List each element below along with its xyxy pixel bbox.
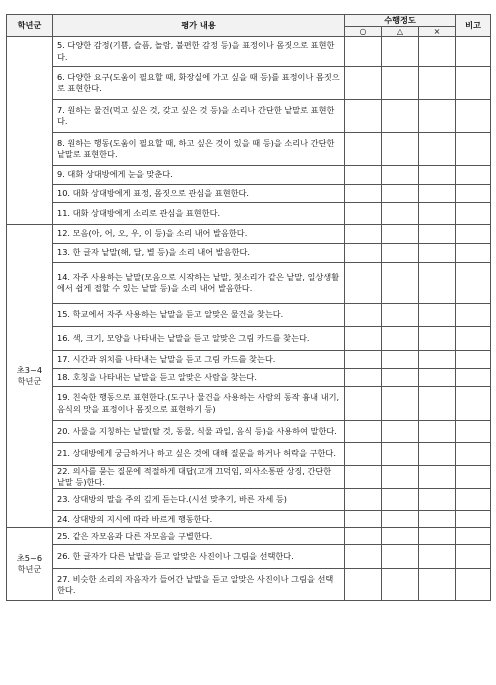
triangle-check-cell[interactable] bbox=[382, 37, 419, 67]
content-column-header: 평가 내용 bbox=[53, 15, 345, 37]
triangle-check-cell[interactable] bbox=[382, 203, 419, 225]
evaluation-item: 10. 대화 상대방에게 표정, 몸짓으로 관심을 표현한다. bbox=[53, 185, 345, 203]
remarks-cell[interactable] bbox=[456, 185, 491, 203]
evaluation-item: 14. 자주 사용하는 낱말(모음으로 시작하는 낱말, 첫소리가 같은 낱말, 일상생활에서 쉽게 접할 수 있는 낱말 등)을 소리 내어 발음한다. bbox=[53, 263, 345, 304]
table-row bbox=[7, 166, 491, 185]
table-row bbox=[7, 327, 491, 351]
evaluation-item: 19. 친숙한 행동으로 표현한다.(도구나 물건을 사용하는 사람의 동작 흉내 내기, 음식의 맛을 표정이나 몸짓으로 표현하기 등) bbox=[53, 387, 345, 421]
table-row bbox=[7, 263, 491, 304]
triangle-check-cell[interactable] bbox=[382, 351, 419, 369]
evaluation-item: 16. 색, 크기, 모양을 나타내는 낱말을 듣고 알맞은 그림 카드를 찾는다. bbox=[53, 327, 345, 351]
cross-check-cell[interactable] bbox=[419, 489, 456, 511]
circle-check-cell[interactable] bbox=[345, 369, 382, 387]
triangle-check-cell[interactable] bbox=[382, 225, 419, 244]
cross-check-cell[interactable] bbox=[419, 185, 456, 203]
table-row bbox=[7, 466, 491, 489]
cross-mark-header bbox=[419, 27, 456, 37]
evaluation-item: 13. 한 글자 낱말(해, 달, 별 등)을 소리 내어 발음한다. bbox=[53, 244, 345, 263]
table-row bbox=[7, 244, 491, 263]
evaluation-item: 11. 대화 상대방에게 소리로 관심을 표현한다. bbox=[53, 203, 345, 225]
cross-check-cell[interactable] bbox=[419, 387, 456, 421]
evaluation-item: 23. 상대방의 말을 주의 깊게 듣는다.(시선 맞추기, 바른 자세 등) bbox=[53, 489, 345, 511]
table-row bbox=[7, 511, 491, 528]
cross-check-cell[interactable] bbox=[419, 351, 456, 369]
evaluation-item: 22. 의사를 묻는 질문에 적절하게 대답(고개 끄덕임, 의사소통판 상징, 간단한 낱말 등)한다. bbox=[53, 466, 345, 489]
remarks-cell[interactable] bbox=[456, 166, 491, 185]
triangle-check-cell[interactable] bbox=[382, 185, 419, 203]
evaluation-item: 25. 같은 자모음과 다른 자모음을 구별한다. bbox=[53, 528, 345, 545]
cross-check-cell[interactable] bbox=[419, 421, 456, 443]
triangle-check-cell[interactable] bbox=[382, 166, 419, 185]
cross-icon: × bbox=[433, 27, 441, 36]
evaluation-item: 26. 한 글자가 다른 낱말을 듣고 알맞은 사진이나 그림을 선택한다. bbox=[53, 545, 345, 569]
table-row bbox=[7, 133, 491, 166]
circle-check-cell[interactable] bbox=[345, 100, 382, 133]
triangle-check-cell[interactable] bbox=[382, 569, 419, 601]
circle-check-cell[interactable] bbox=[345, 569, 382, 601]
remarks-cell[interactable] bbox=[456, 511, 491, 528]
cross-check-cell[interactable] bbox=[419, 263, 456, 304]
table-row bbox=[7, 67, 491, 100]
cross-check-cell[interactable] bbox=[419, 569, 456, 601]
remarks-cell[interactable] bbox=[456, 244, 491, 263]
circle-check-cell[interactable] bbox=[345, 244, 382, 263]
remarks-cell[interactable] bbox=[456, 528, 491, 545]
table-row bbox=[7, 369, 491, 387]
remarks-cell[interactable] bbox=[456, 466, 491, 489]
cross-check-cell[interactable] bbox=[419, 511, 456, 528]
evaluation-item: 12. 모음(아, 어, 오, 우, 이 등)을 소리 내어 발음한다. bbox=[53, 225, 345, 244]
evaluation-item: 5. 다양한 감정(기쁨, 슬픔, 놀람, 불편한 감정 등)을 표정이나 몸짓으로 표현한다. bbox=[53, 37, 345, 67]
remarks-cell[interactable] bbox=[456, 387, 491, 421]
grade-column-header: 학년군 bbox=[7, 15, 53, 37]
triangle-check-cell[interactable] bbox=[382, 67, 419, 100]
triangle-check-cell[interactable] bbox=[382, 545, 419, 569]
cross-check-cell[interactable] bbox=[419, 100, 456, 133]
cross-check-cell[interactable] bbox=[419, 67, 456, 100]
cross-check-cell[interactable] bbox=[419, 225, 456, 244]
table-row bbox=[7, 528, 491, 545]
triangle-check-cell[interactable] bbox=[382, 489, 419, 511]
evaluation-item: 24. 상대방의 지시에 따라 바르게 행동한다. bbox=[53, 511, 345, 528]
remarks-cell[interactable] bbox=[456, 569, 491, 601]
table-row bbox=[7, 225, 491, 244]
triangle-icon: △ bbox=[396, 27, 404, 36]
triangle-check-cell[interactable] bbox=[382, 100, 419, 133]
cross-check-cell[interactable] bbox=[419, 369, 456, 387]
remarks-cell[interactable] bbox=[456, 489, 491, 511]
table-row bbox=[7, 203, 491, 225]
triangle-check-cell[interactable] bbox=[382, 369, 419, 387]
evaluation-item: 21. 상대방에게 궁금하거나 하고 싶은 것에 대해 질문을 하거나 허락을 구한다. bbox=[53, 443, 345, 466]
circle-check-cell[interactable] bbox=[345, 421, 382, 443]
table-row bbox=[7, 443, 491, 466]
cross-check-cell[interactable] bbox=[419, 133, 456, 166]
remarks-cell[interactable] bbox=[456, 203, 491, 225]
cross-check-cell[interactable] bbox=[419, 203, 456, 225]
cross-check-cell[interactable] bbox=[419, 166, 456, 185]
table-row bbox=[7, 421, 491, 443]
remarks-cell[interactable] bbox=[456, 327, 491, 351]
circle-check-cell[interactable] bbox=[345, 489, 382, 511]
evaluation-rows bbox=[7, 37, 491, 601]
remarks-cell[interactable] bbox=[456, 304, 491, 327]
table-row bbox=[7, 100, 491, 133]
table-row bbox=[7, 185, 491, 203]
table-row bbox=[7, 545, 491, 569]
remarks-column-header: 비고 bbox=[456, 15, 491, 37]
remarks-cell[interactable] bbox=[456, 369, 491, 387]
table-row bbox=[7, 304, 491, 327]
evaluation-item: 6. 다양한 요구(도움이 필요할 때, 화장실에 가고 싶을 때 등)를 표정이나 몸짓으로 표현한다. bbox=[53, 67, 345, 100]
cross-check-cell[interactable] bbox=[419, 244, 456, 263]
evaluation-item: 20. 사물을 지칭하는 낱말(탈 것, 동물, 식물 과일, 음식 등)을 사용하여 말한다. bbox=[53, 421, 345, 443]
remarks-cell[interactable] bbox=[456, 37, 491, 67]
remarks-cell[interactable] bbox=[456, 100, 491, 133]
evaluation-item: 8. 원하는 행동(도움이 필요할 때, 하고 싶은 것이 있을 때 등)을 소리나 간단한 낱말로 표현한다. bbox=[53, 133, 345, 166]
circle-mark-header bbox=[345, 27, 382, 37]
remarks-cell[interactable] bbox=[456, 225, 491, 244]
grade-group-cell: 초3~4 학년군 bbox=[7, 225, 53, 528]
evaluation-table bbox=[6, 14, 491, 601]
circle-check-cell[interactable] bbox=[345, 225, 382, 244]
circle-check-cell[interactable] bbox=[345, 304, 382, 327]
cross-check-cell[interactable] bbox=[419, 37, 456, 67]
triangle-check-cell[interactable] bbox=[382, 466, 419, 489]
circle-check-cell[interactable] bbox=[345, 203, 382, 225]
remarks-cell[interactable] bbox=[456, 351, 491, 369]
circle-check-cell[interactable] bbox=[345, 67, 382, 100]
performance-column-header: 수행정도 bbox=[345, 15, 456, 27]
evaluation-item: 7. 원하는 물건(먹고 싶은 것, 갖고 싶은 것 등)을 소리나 간단한 낱말로 표현한다. bbox=[53, 100, 345, 133]
triangle-check-cell[interactable] bbox=[382, 511, 419, 528]
evaluation-item: 17. 시간과 위치를 나타내는 낱말을 듣고 그림 카드를 찾는다. bbox=[53, 351, 345, 369]
circle-check-cell[interactable] bbox=[345, 443, 382, 466]
triangle-check-cell[interactable] bbox=[382, 133, 419, 166]
grade-group-cell bbox=[7, 37, 53, 225]
circle-check-cell[interactable] bbox=[345, 263, 382, 304]
remarks-cell[interactable] bbox=[456, 133, 491, 166]
triangle-check-cell[interactable] bbox=[382, 304, 419, 327]
evaluation-item: 9. 대화 상대방에게 눈을 맞춘다. bbox=[53, 166, 345, 185]
evaluation-item: 27. 비슷한 소리의 자음자가 들어간 낱말을 듣고 알맞은 사진이나 그림을 선택한다. bbox=[53, 569, 345, 601]
circle-check-cell[interactable] bbox=[345, 511, 382, 528]
table-row bbox=[7, 37, 491, 67]
triangle-check-cell[interactable] bbox=[382, 443, 419, 466]
cross-check-cell[interactable] bbox=[419, 466, 456, 489]
table-row bbox=[7, 387, 491, 421]
evaluation-item: 15. 학교에서 자주 사용하는 낱말을 듣고 알맞은 물건을 찾는다. bbox=[53, 304, 345, 327]
circle-check-cell[interactable] bbox=[345, 185, 382, 203]
remarks-cell[interactable] bbox=[456, 67, 491, 100]
triangle-check-cell[interactable] bbox=[382, 327, 419, 351]
circle-check-cell[interactable] bbox=[345, 37, 382, 67]
triangle-check-cell[interactable] bbox=[382, 244, 419, 263]
circle-check-cell[interactable] bbox=[345, 166, 382, 185]
circle-check-cell[interactable] bbox=[345, 466, 382, 489]
cross-check-cell[interactable] bbox=[419, 304, 456, 327]
cross-check-cell[interactable] bbox=[419, 528, 456, 545]
circle-check-cell[interactable] bbox=[345, 133, 382, 166]
remarks-cell[interactable] bbox=[456, 421, 491, 443]
table-row bbox=[7, 569, 491, 601]
triangle-check-cell[interactable] bbox=[382, 387, 419, 421]
circle-check-cell[interactable] bbox=[345, 351, 382, 369]
triangle-check-cell[interactable] bbox=[382, 421, 419, 443]
triangle-check-cell[interactable] bbox=[382, 528, 419, 545]
table-row bbox=[7, 489, 491, 511]
circle-icon: ○ bbox=[359, 27, 367, 36]
circle-check-cell[interactable] bbox=[345, 387, 382, 421]
remarks-cell[interactable] bbox=[456, 263, 491, 304]
cross-check-cell[interactable] bbox=[419, 327, 456, 351]
circle-check-cell[interactable] bbox=[345, 327, 382, 351]
cross-check-cell[interactable] bbox=[419, 545, 456, 569]
cross-check-cell[interactable] bbox=[419, 443, 456, 466]
remarks-cell[interactable] bbox=[456, 443, 491, 466]
table-row bbox=[7, 351, 491, 369]
circle-check-cell[interactable] bbox=[345, 545, 382, 569]
triangle-check-cell[interactable] bbox=[382, 263, 419, 304]
triangle-mark-header bbox=[382, 27, 419, 37]
grade-group-cell: 초5~6 학년군 bbox=[7, 528, 53, 601]
remarks-cell[interactable] bbox=[456, 545, 491, 569]
evaluation-item: 18. 호칭을 나타내는 낱말을 듣고 알맞은 사람을 찾는다. bbox=[53, 369, 345, 387]
circle-check-cell[interactable] bbox=[345, 528, 382, 545]
